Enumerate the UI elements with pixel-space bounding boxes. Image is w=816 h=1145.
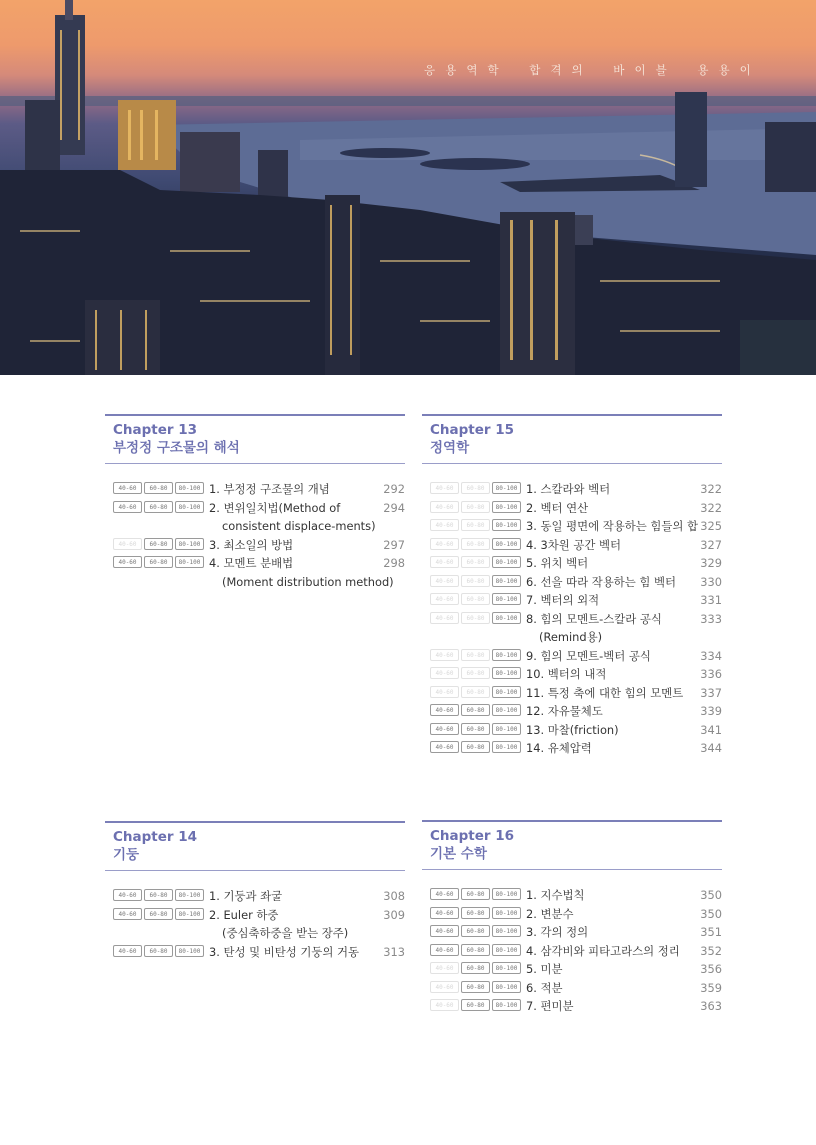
toc-item-title: 1. 지수법칙 — [526, 888, 585, 902]
difficulty-badge: 40-60 — [430, 649, 459, 661]
difficulty-badges — [105, 536, 209, 550]
difficulty-badge: 80-100 — [492, 925, 521, 937]
difficulty-badges — [422, 886, 526, 900]
difficulty-badge: 60-80 — [461, 667, 490, 679]
difficulty-badge: 80-100 — [175, 482, 204, 494]
difficulty-badges — [422, 923, 526, 937]
chapter-13 — [105, 414, 405, 591]
toc-item-title: 1. 부정정 구조물의 개념 — [209, 482, 330, 496]
toc-item[interactable] — [422, 665, 722, 684]
toc-item-title: 3. 동일 평면에 작용하는 힘들의 합 — [526, 519, 699, 533]
difficulty-badge: 60-80 — [461, 704, 490, 716]
difficulty-badge: 60-80 — [461, 723, 490, 735]
toc-item[interactable] — [422, 942, 722, 961]
difficulty-badge: 80-100 — [492, 888, 521, 900]
difficulty-badges — [422, 554, 526, 568]
difficulty-badge: 80-100 — [492, 999, 521, 1011]
difficulty-badge: 60-80 — [461, 907, 490, 919]
difficulty-badge: 40-60 — [113, 556, 142, 568]
difficulty-badge: 40-60 — [430, 962, 459, 974]
difficulty-badge: 60-80 — [461, 741, 490, 753]
toc-item[interactable] — [422, 480, 722, 499]
difficulty-badges — [422, 647, 526, 661]
difficulty-badge: 40-60 — [430, 981, 459, 993]
chapter-number: Chapter 13 — [113, 422, 198, 438]
difficulty-badge: 40-60 — [430, 704, 459, 716]
toc-item-page: 325 — [700, 519, 722, 533]
toc-item[interactable] — [422, 886, 722, 905]
difficulty-badges — [422, 739, 526, 753]
difficulty-badge: 60-80 — [144, 482, 173, 494]
difficulty-badges — [422, 499, 526, 513]
difficulty-badge: 60-80 — [461, 649, 490, 661]
toc-item-title: 5. 미분 — [526, 962, 563, 976]
toc-item[interactable] — [422, 739, 722, 758]
difficulty-badge: 80-100 — [492, 741, 521, 753]
difficulty-badges — [422, 517, 526, 531]
difficulty-badge: 40-60 — [113, 501, 142, 513]
difficulty-badge: 60-80 — [144, 556, 173, 568]
tagline: 응 용 역 학 합 격 의 바 이 블 용 용 이 — [424, 63, 754, 77]
toc-item-page: 322 — [700, 500, 722, 515]
chapter-title: 기본 수학 — [430, 846, 487, 862]
toc-list — [105, 480, 405, 591]
toc-item[interactable] — [422, 554, 722, 573]
toc-item-title-continued: (중심축하중을 받는 장주) — [222, 926, 349, 940]
difficulty-badge: 60-80 — [461, 482, 490, 494]
toc-item[interactable] — [105, 554, 405, 573]
difficulty-badges — [105, 554, 209, 568]
chapter-header — [422, 820, 722, 870]
toc-list — [422, 886, 722, 1016]
difficulty-badge: 40-60 — [430, 519, 459, 531]
chapter-header — [105, 414, 405, 464]
difficulty-badge: 60-80 — [144, 908, 173, 920]
toc-item-title: 4. 3차원 공간 벡터 — [526, 537, 621, 552]
hero-city-photo — [0, 0, 816, 375]
difficulty-badges — [105, 480, 209, 494]
chapter-header — [422, 414, 722, 464]
toc-item-page: 341 — [700, 722, 722, 737]
difficulty-badge: 80-100 — [492, 667, 521, 679]
chapter-title: 정역학 — [430, 440, 470, 456]
toc-item-title: 11. 특정 축에 대한 힘의 모멘트 — [526, 685, 684, 700]
toc-item-page: 329 — [700, 556, 722, 570]
difficulty-badge: 40-60 — [430, 686, 459, 698]
toc-item-title: 6. 적분 — [526, 980, 563, 995]
difficulty-badge: 80-100 — [492, 704, 521, 716]
difficulty-badge: 80-100 — [175, 501, 204, 513]
difficulty-badge: 60-80 — [461, 888, 490, 900]
difficulty-badges — [422, 702, 526, 716]
toc-item-page: 350 — [700, 906, 722, 921]
difficulty-badge: 80-100 — [175, 556, 204, 568]
difficulty-badge: 80-100 — [175, 945, 204, 957]
difficulty-badge: 40-60 — [430, 667, 459, 679]
toc-item[interactable] — [422, 591, 722, 610]
difficulty-badge: 60-80 — [461, 981, 490, 993]
toc-item-page: 363 — [700, 999, 722, 1013]
toc-item[interactable] — [422, 499, 722, 518]
toc-item-title: 2. 벡터 연산 — [526, 500, 589, 515]
toc-item-page: 294 — [383, 500, 405, 515]
toc-item-page: 334 — [700, 648, 722, 663]
difficulty-badge: 40-60 — [430, 888, 459, 900]
toc-item-title: 14. 유체압력 — [526, 741, 592, 755]
toc-item[interactable] — [422, 960, 722, 979]
toc-item-page: 331 — [700, 593, 722, 607]
difficulty-badges — [422, 979, 526, 993]
difficulty-badge: 40-60 — [430, 538, 459, 550]
toc-item[interactable] — [422, 997, 722, 1016]
city-skyline-illustration — [0, 0, 816, 375]
toc-item[interactable] — [422, 517, 722, 536]
difficulty-badges — [422, 905, 526, 919]
difficulty-badge: 80-100 — [175, 908, 204, 920]
toc-item-page: 352 — [700, 943, 722, 958]
toc-item-page: 308 — [383, 889, 405, 903]
difficulty-badge: 80-100 — [492, 686, 521, 698]
toc-item-page: 322 — [700, 482, 722, 496]
toc-item[interactable] — [105, 499, 405, 518]
toc-item-title: 4. 모멘트 분배법 — [209, 556, 294, 570]
toc-item-page: 339 — [700, 704, 722, 718]
difficulty-badge: 40-60 — [113, 908, 142, 920]
toc-item-title: 2. Euler 하중 — [209, 907, 279, 922]
difficulty-badges — [422, 960, 526, 974]
toc-item-title: 4. 삼각비와 피타고라스의 정리 — [526, 943, 680, 958]
toc-item-page: 359 — [700, 980, 722, 995]
toc-item-title: 10. 벡터의 내적 — [526, 667, 607, 681]
difficulty-badge: 40-60 — [430, 907, 459, 919]
difficulty-badge: 60-80 — [461, 593, 490, 605]
difficulty-badge: 60-80 — [144, 538, 173, 550]
difficulty-badge: 40-60 — [430, 944, 459, 956]
toc-item[interactable] — [422, 905, 722, 924]
toc-item-page: 356 — [700, 962, 722, 976]
difficulty-badge: 60-80 — [461, 944, 490, 956]
difficulty-badge: 80-100 — [492, 538, 521, 550]
difficulty-badges — [422, 665, 526, 679]
difficulty-badges — [422, 573, 526, 587]
toc-item-page: 309 — [383, 907, 405, 922]
difficulty-badge: 80-100 — [492, 519, 521, 531]
toc-item-title: 1. 기둥과 좌굴 — [209, 889, 283, 903]
difficulty-badge: 40-60 — [430, 556, 459, 568]
difficulty-badge: 40-60 — [430, 925, 459, 937]
toc-item[interactable] — [422, 721, 722, 740]
difficulty-badge: 80-100 — [492, 612, 521, 624]
difficulty-badges — [105, 499, 209, 513]
toc-item-page: 292 — [383, 482, 405, 496]
toc-item-page: 333 — [700, 611, 722, 626]
toc-item-page: 327 — [700, 537, 722, 552]
toc-item[interactable] — [422, 573, 722, 592]
toc-item[interactable] — [422, 702, 722, 721]
difficulty-badge: 80-100 — [492, 556, 521, 568]
toc-item[interactable] — [422, 979, 722, 998]
difficulty-badges — [422, 610, 526, 624]
toc-item-page: 350 — [700, 888, 722, 902]
toc-item-page: 337 — [700, 685, 722, 700]
difficulty-badge: 40-60 — [430, 741, 459, 753]
difficulty-badge: 40-60 — [113, 482, 142, 494]
difficulty-badge: 40-60 — [430, 723, 459, 735]
toc-item-title: 3. 탄성 및 비탄성 기둥의 거동 — [209, 944, 360, 959]
difficulty-badge: 80-100 — [492, 944, 521, 956]
difficulty-badge: 40-60 — [430, 999, 459, 1011]
difficulty-badge: 60-80 — [461, 962, 490, 974]
difficulty-badge: 40-60 — [430, 575, 459, 587]
difficulty-badge: 80-100 — [492, 907, 521, 919]
difficulty-badge: 40-60 — [430, 612, 459, 624]
toc-item[interactable] — [105, 943, 405, 962]
toc-item-page: 336 — [700, 667, 722, 681]
chapter-number: Chapter 14 — [113, 829, 198, 845]
toc-item-title: 7. 벡터의 외적 — [526, 593, 600, 607]
toc-item[interactable] — [105, 887, 405, 906]
difficulty-badge: 60-80 — [461, 519, 490, 531]
chapter-14 — [105, 821, 405, 961]
toc-item-title: 8. 힘의 모멘트-스칼라 공식 — [526, 611, 662, 626]
difficulty-badge: 40-60 — [430, 482, 459, 494]
difficulty-badge: 60-80 — [461, 556, 490, 568]
toc-item-title: 2. 변분수 — [526, 906, 574, 921]
toc-item-title-continued: consistent displace-ments) — [222, 519, 376, 533]
toc-item-title: 7. 편미분 — [526, 999, 574, 1013]
difficulty-badge: 60-80 — [461, 686, 490, 698]
chapter-title: 부정정 구조물의 해석 — [113, 440, 240, 456]
difficulty-badge: 40-60 — [430, 593, 459, 605]
toc-item-page: 351 — [700, 925, 722, 939]
difficulty-badge: 80-100 — [492, 593, 521, 605]
difficulty-badge: 80-100 — [492, 501, 521, 513]
difficulty-badge: 60-80 — [144, 945, 173, 957]
toc-item-title: 3. 각의 정의 — [526, 925, 589, 939]
difficulty-badge: 40-60 — [113, 889, 142, 901]
difficulty-badge: 80-100 — [492, 981, 521, 993]
toc-item-page: 313 — [383, 944, 405, 959]
toc-item-title: 3. 최소일의 방법 — [209, 537, 294, 552]
difficulty-badges — [422, 721, 526, 735]
difficulty-badge: 80-100 — [175, 889, 204, 901]
toc-item-title: 9. 힘의 모멘트-벡터 공식 — [526, 648, 651, 663]
toc-item-title: 13. 마찰(friction) — [526, 722, 619, 737]
toc-item[interactable] — [105, 480, 405, 499]
difficulty-badge: 60-80 — [461, 925, 490, 937]
toc-list — [105, 887, 405, 961]
toc-item-title: 12. 자유물체도 — [526, 704, 603, 718]
difficulty-badge: 60-80 — [144, 501, 173, 513]
toc-item[interactable] — [422, 647, 722, 666]
difficulty-badge: 60-80 — [461, 538, 490, 550]
toc-item[interactable] — [105, 536, 405, 555]
difficulty-badge: 80-100 — [492, 962, 521, 974]
difficulty-badges — [105, 906, 209, 920]
toc-item-page: 344 — [700, 741, 722, 755]
chapter-number: Chapter 16 — [430, 828, 515, 844]
difficulty-badge: 40-60 — [113, 945, 142, 957]
difficulty-badge: 60-80 — [144, 889, 173, 901]
toc-item[interactable] — [422, 610, 722, 629]
difficulty-badge: 80-100 — [175, 538, 204, 550]
difficulty-badges — [422, 536, 526, 550]
toc-item-page: 330 — [700, 574, 722, 589]
chapter-header — [105, 821, 405, 871]
difficulty-badge: 60-80 — [461, 612, 490, 624]
toc-item[interactable] — [422, 536, 722, 555]
chapter-16 — [422, 820, 722, 1016]
difficulty-badge: 60-80 — [461, 575, 490, 587]
difficulty-badge: 80-100 — [492, 575, 521, 587]
toc-list — [422, 480, 722, 758]
difficulty-badges — [422, 997, 526, 1011]
difficulty-badges — [422, 684, 526, 698]
difficulty-badges — [422, 942, 526, 956]
toc-item-title: 6. 선을 따라 작용하는 힘 벡터 — [526, 574, 677, 589]
difficulty-badge: 80-100 — [492, 649, 521, 661]
chapter-number: Chapter 15 — [430, 422, 515, 438]
difficulty-badge: 60-80 — [461, 999, 490, 1011]
toc-item[interactable] — [422, 923, 722, 942]
chapter-title: 기둥 — [113, 847, 140, 863]
difficulty-badge: 80-100 — [492, 723, 521, 735]
difficulty-badge: 40-60 — [430, 501, 459, 513]
toc-item-title: 1. 스칼라와 벡터 — [526, 482, 611, 496]
chapter-15 — [422, 414, 722, 758]
difficulty-badges — [422, 591, 526, 605]
toc-item-page: 297 — [383, 537, 405, 552]
toc-item-title: 2. 변위일치법(Method of — [209, 500, 341, 515]
difficulty-badges — [105, 943, 209, 957]
toc-item-title-continued: (Moment distribution method) — [222, 574, 394, 589]
difficulty-badge: 40-60 — [113, 538, 142, 550]
difficulty-badges — [105, 887, 209, 901]
toc-item[interactable] — [422, 684, 722, 703]
difficulty-badge: 80-100 — [492, 482, 521, 494]
toc-item[interactable] — [105, 906, 405, 925]
toc-item-page: 298 — [383, 556, 405, 570]
difficulty-badges — [422, 480, 526, 494]
toc-item-title: 5. 위치 벡터 — [526, 556, 589, 570]
difficulty-badge: 60-80 — [461, 501, 490, 513]
toc-item-title-continued: (Remind용) — [539, 630, 603, 644]
